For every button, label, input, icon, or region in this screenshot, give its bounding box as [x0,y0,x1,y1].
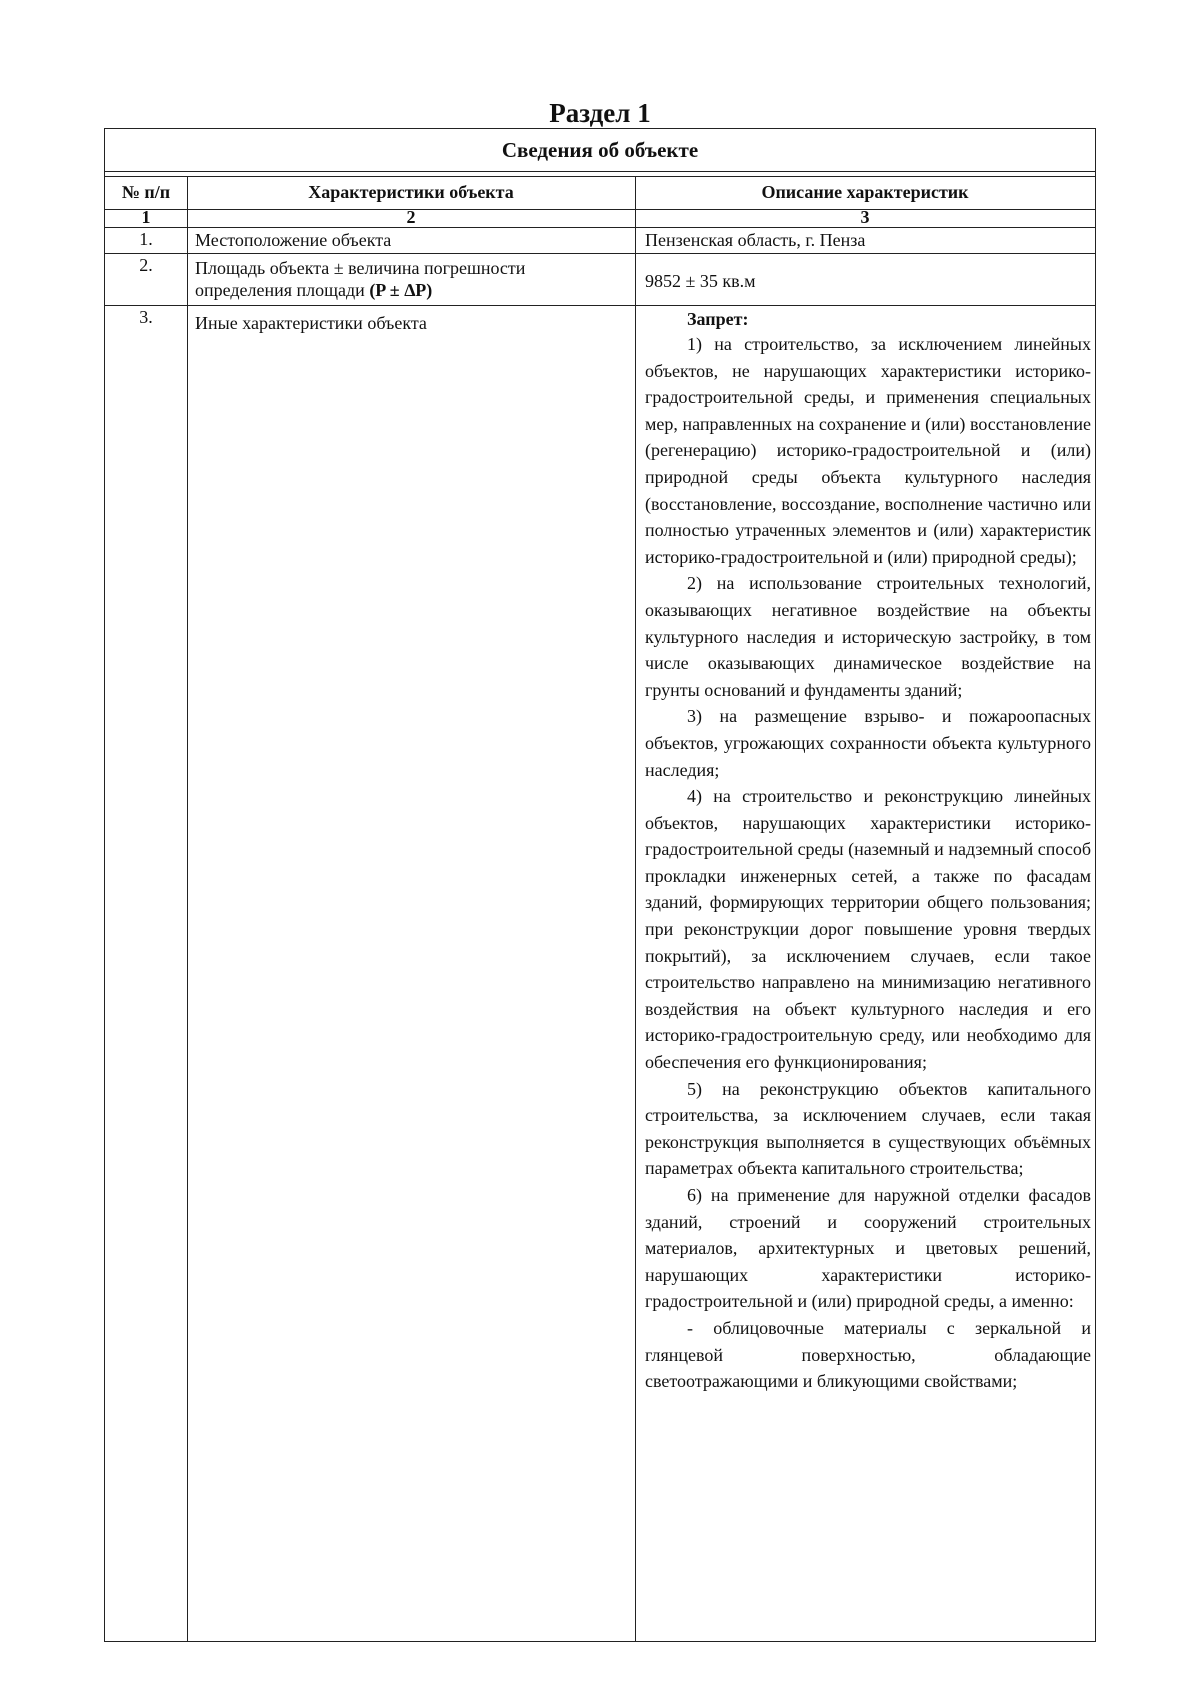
column-header-num: № п/п [121,182,171,202]
row-number: 3. [139,307,153,327]
description-location: Пензенская область, г. Пенза [645,230,866,250]
restrictions-description [645,307,1091,1395]
column-header-char: Характеристики объекта [308,182,514,202]
restriction-item: 3) на размещение взрыво- и пожароопасных объектов, угрожающих сохранности объекта культурного наследия; [645,706,1091,780]
characteristic-area-line2 [195,279,625,301]
table-title: Сведения об объекте [105,129,1095,172]
characteristic-area-text: определения площади [195,280,365,300]
restrictions-heading: Запрет: [687,309,749,329]
section-title: Раздел 1 [549,98,651,128]
column-divider-1 [187,176,188,1641]
column-divider-2 [635,176,636,1641]
area-formula: (P ± ∆P) [369,280,433,300]
description-area: 9852 ± 35 кв.м [645,271,756,291]
column-header-desc: Описание характеристик [761,182,969,202]
characteristic-other: Иные характеристики объекта [195,313,427,333]
restriction-item: 4) на строительство и реконструкцию линейных объектов, нарушающих характеристики историко-градостроительной среды (наземный и надземный способ прокладки инженерных сетей, а также по фасадам зданий, формирующих территории общего пользования; при реконструкции дорог повышение уровня твердых покрытий), за исключением случаев, если такое строительство направлено на минимизацию негативного воздействия на объект культурного наследия и его историко-градостроительную среду, или необходимо для обеспечения его функционирования; [645,786,1091,1073]
row-number: 1. [139,229,153,249]
row-divider [105,253,1095,254]
restriction-item: 2) на использование строительных технологий, оказывающих негативное воздействие на объекты культурного наследия и историческую застройку, в том числе оказывающих динамическое воздействие на грунты оснований и фундаменты зданий; [645,573,1091,700]
column-number: 3 [860,207,870,227]
restriction-item: 5) на реконструкцию объектов капитального строительства, за исключением случаев, если такая реконструкция выполняется в существующих объёмных параметрах объекта капитального строительства; [645,1078,1091,1179]
object-info-table [104,128,1096,1642]
restriction-item: - облицовочные материалы с зеркальной и глянцевой поверхностью, обладающие светоотражающими и бликующими свойствами; [645,1317,1091,1392]
row-divider [105,305,1095,306]
characteristic-location: Местоположение объекта [195,230,392,250]
table-top-border [105,176,1095,177]
restriction-item: 1) на строительство, за исключением линейных объектов, не нарушающих характеристики историко-градостроительной среды, и применения специальных мер, направленных на сохранение и (или) восстановление (регенерацию) историко-градостроительной и (или) природной среды объекта культурного наследия (восстановление, воссоздание, восполнение частично или полностью утраченных элементов и (или) характеристик историко-градостроительной и (или) природной среды); [645,334,1091,567]
row-number: 2. [139,255,153,275]
characteristic-area [195,257,625,301]
restriction-item: 6) на применение для наружной отделки фасадов зданий, строений и сооружений строительных материалов, архитектурных и цветовых решений, нарушающих характеристики историко-градостроительной и (или) природной среды, а именно: [645,1185,1091,1312]
column-number: 1 [141,207,151,227]
characteristic-area-line1: Площадь объекта ± величина погрешности [195,258,526,278]
column-number: 2 [406,207,416,227]
